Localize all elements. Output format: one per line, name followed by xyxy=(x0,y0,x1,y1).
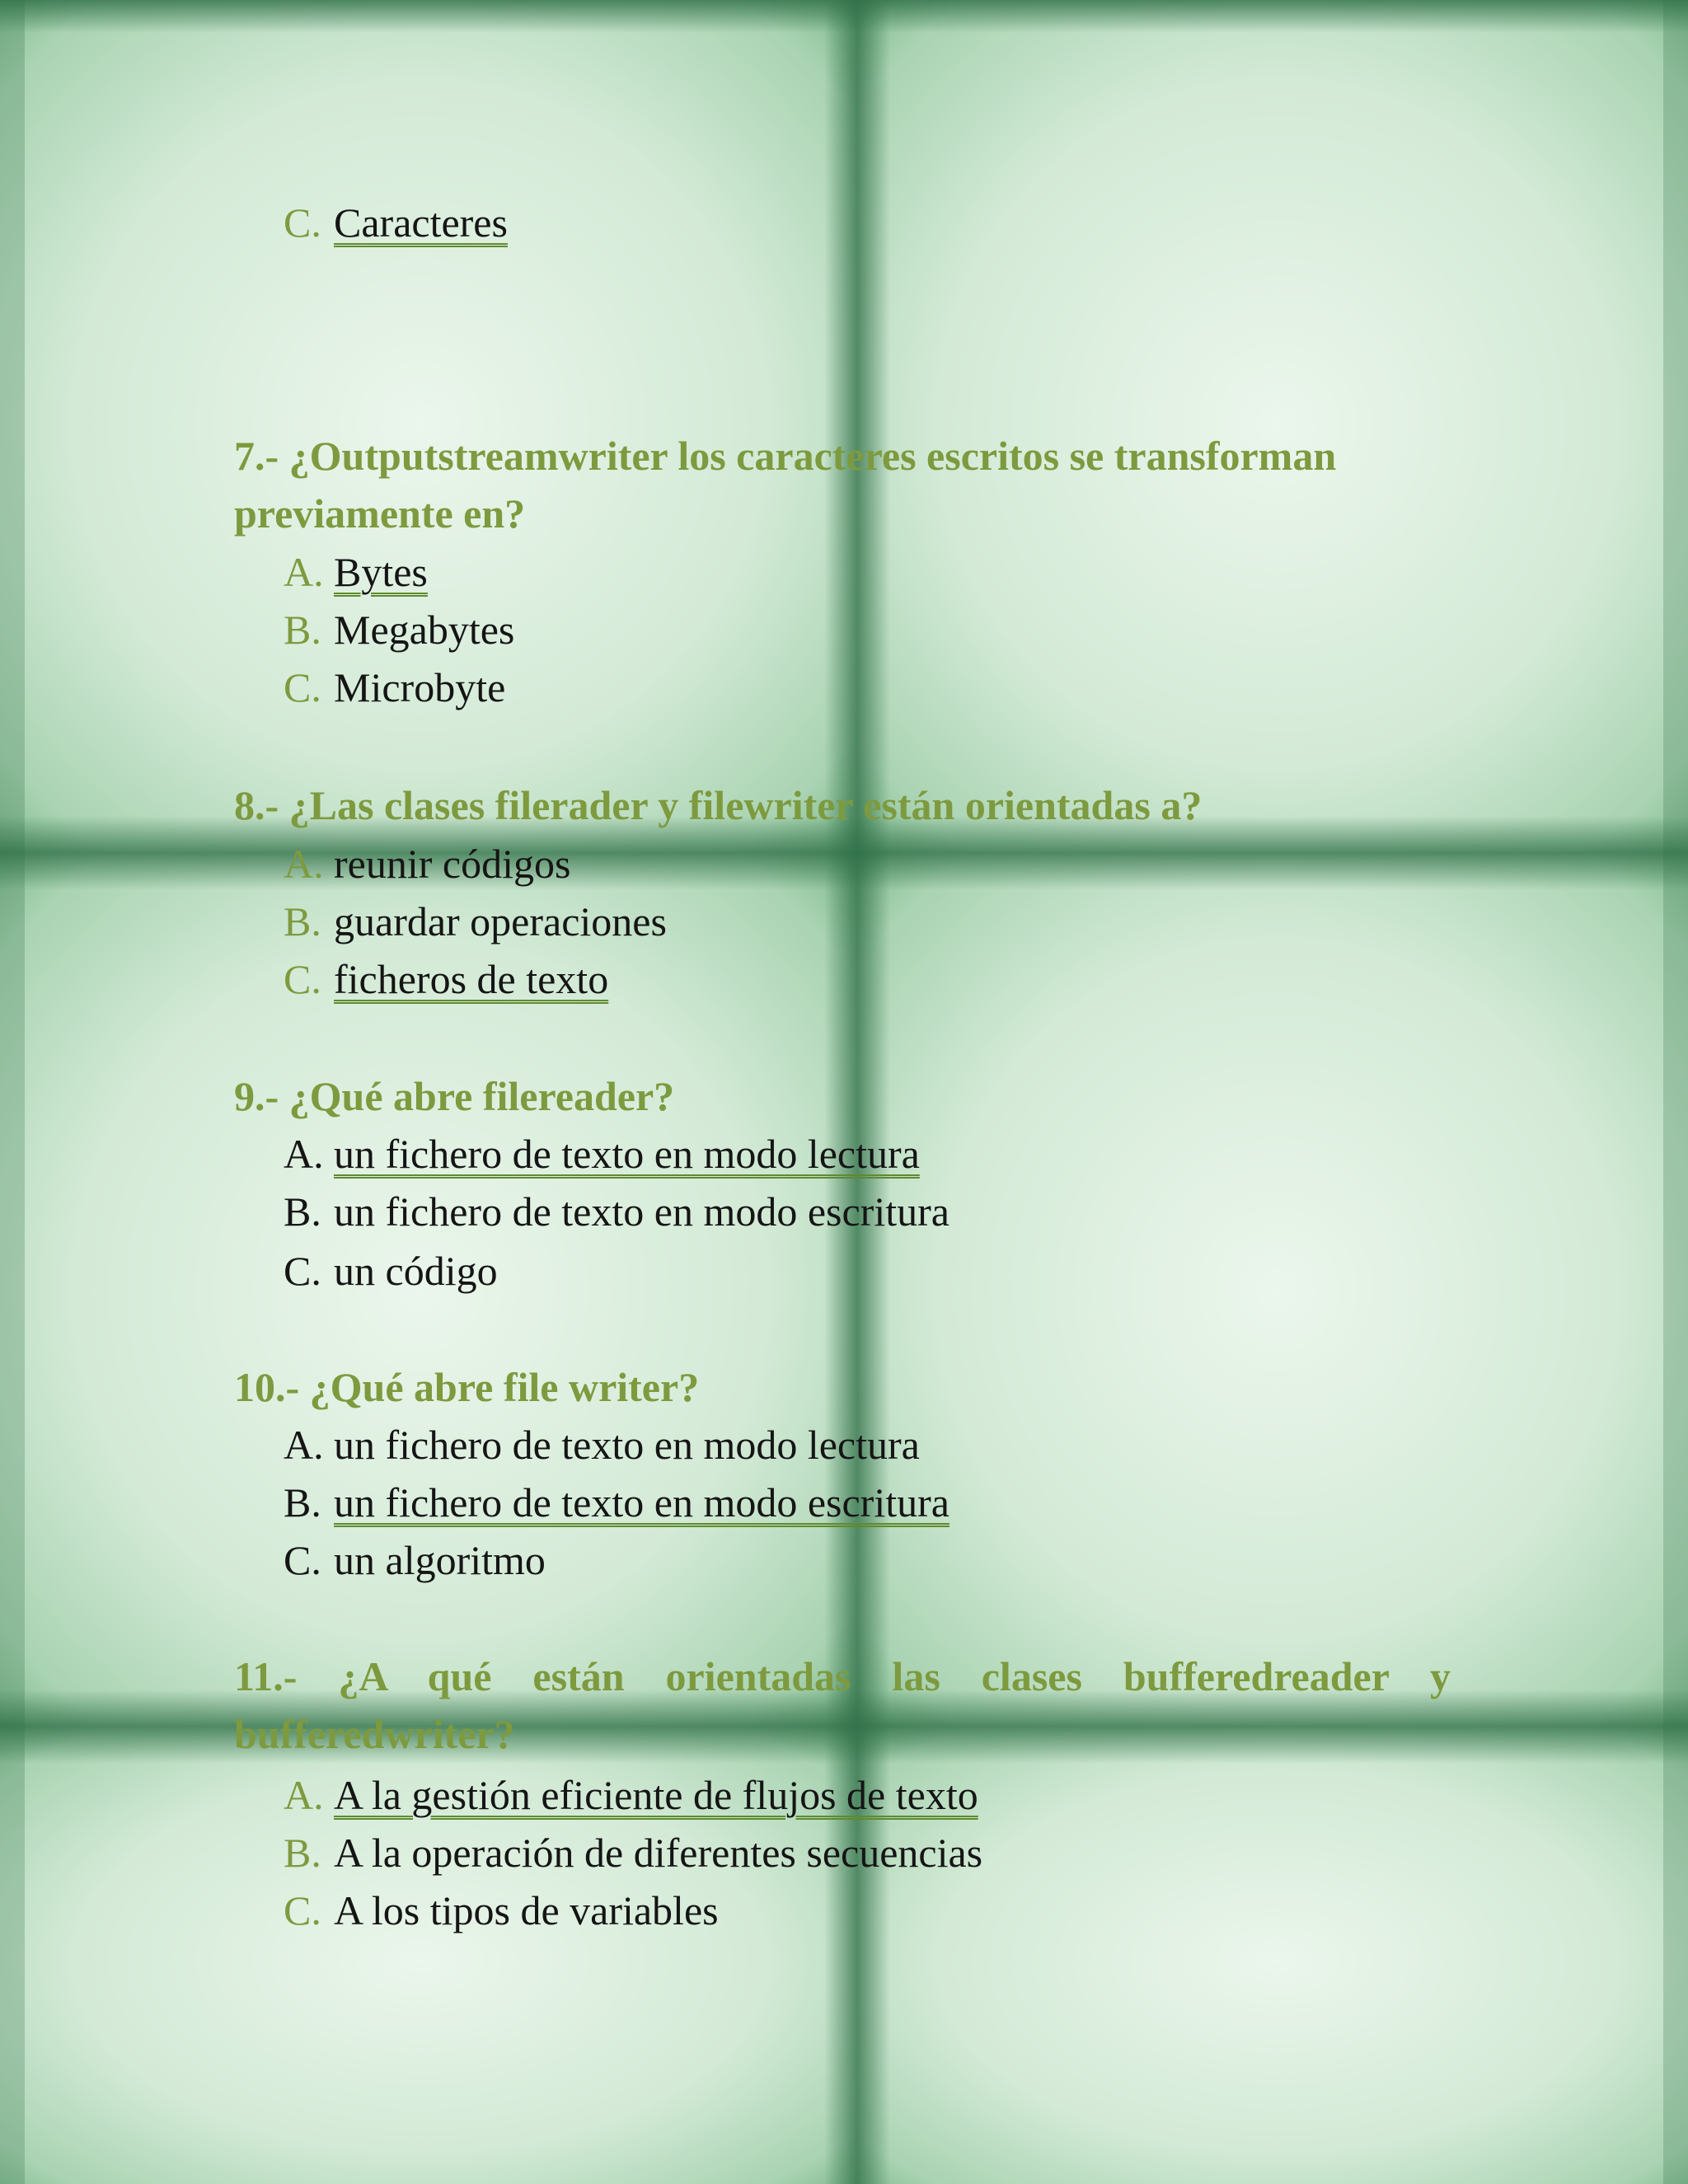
option-letter: C. xyxy=(284,199,321,246)
question-text: ¿A qué están orientadas las clases bufferedreader y bufferedwriter? xyxy=(234,1653,1451,1757)
question-9-option-a xyxy=(284,1125,920,1183)
option-text: A la operación de diferentes secuencias xyxy=(334,1830,983,1876)
option-letter: C. xyxy=(284,664,321,710)
question-number: 7.- xyxy=(234,433,279,479)
option-letter: C. xyxy=(284,1537,321,1583)
question-11-option-c xyxy=(284,1882,719,1939)
option-text: un código xyxy=(334,1248,498,1294)
question-7 xyxy=(234,427,1451,542)
question-10 xyxy=(234,1358,1451,1416)
question-10-option-c xyxy=(284,1531,546,1589)
question-8-option-b xyxy=(284,893,667,950)
option-text: A los tipos de variables xyxy=(334,1887,719,1933)
option-text-correct: un fichero de texto en modo escritura xyxy=(334,1479,950,1526)
question-text: ¿Qué abre file writer? xyxy=(309,1364,700,1410)
option-letter: A. xyxy=(284,1422,324,1468)
question-11 xyxy=(234,1647,1451,1763)
previous-question-option-c xyxy=(284,194,508,251)
option-text: un fichero de texto en modo lectura xyxy=(334,1422,920,1468)
option-text: guardar operaciones xyxy=(334,898,667,944)
question-11-option-b xyxy=(284,1824,982,1882)
option-text: reunir códigos xyxy=(334,841,571,887)
option-letter: A. xyxy=(284,549,324,595)
option-text-correct: A la gestión eficiente de flujos de texto xyxy=(334,1772,978,1818)
question-number: 8.- xyxy=(234,782,279,828)
question-7-option-c xyxy=(284,658,505,716)
option-text: un fichero de texto en modo escritura xyxy=(334,1188,950,1235)
question-9-option-c xyxy=(284,1242,498,1300)
question-7-option-b xyxy=(284,601,514,658)
question-10-option-a xyxy=(284,1416,920,1474)
question-text: ¿Las clases filerader y filewriter están orientadas a? xyxy=(288,782,1203,828)
option-text: un algoritmo xyxy=(334,1537,546,1583)
option-text-correct: Bytes xyxy=(334,549,428,595)
option-letter: B. xyxy=(284,898,321,944)
question-8-option-c xyxy=(284,950,608,1008)
question-7-option-a xyxy=(284,543,428,601)
option-letter: A. xyxy=(284,841,324,887)
option-text-correct: ficheros de texto xyxy=(334,956,609,1002)
question-10-option-b xyxy=(284,1474,950,1531)
option-letter: B. xyxy=(284,607,321,653)
question-9 xyxy=(234,1067,1451,1125)
question-number: 10.- xyxy=(234,1364,300,1410)
question-text: ¿Qué abre filereader? xyxy=(288,1073,675,1119)
option-text-correct: Caracteres xyxy=(334,199,508,246)
option-letter: B. xyxy=(284,1188,321,1235)
option-letter: A. xyxy=(284,1772,324,1818)
option-letter: C. xyxy=(284,1887,321,1933)
option-letter: A. xyxy=(284,1131,324,1177)
option-letter: B. xyxy=(284,1479,321,1526)
option-letter: C. xyxy=(284,1248,321,1294)
question-11-option-a xyxy=(284,1766,978,1824)
option-text: Microbyte xyxy=(334,664,506,710)
option-letter: B. xyxy=(284,1830,321,1876)
question-number: 9.- xyxy=(234,1073,279,1119)
question-9-option-b xyxy=(284,1183,950,1240)
option-text-correct: un fichero de texto en modo lectura xyxy=(334,1131,920,1177)
option-letter: C. xyxy=(284,956,321,1002)
question-8 xyxy=(234,776,1451,834)
question-8-option-a xyxy=(284,835,570,893)
question-number: 11.- xyxy=(234,1653,298,1699)
option-text: Megabytes xyxy=(334,607,515,653)
question-text: ¿Outputstreamwriter los caracteres escritos se transforman previamente en? xyxy=(234,433,1337,537)
